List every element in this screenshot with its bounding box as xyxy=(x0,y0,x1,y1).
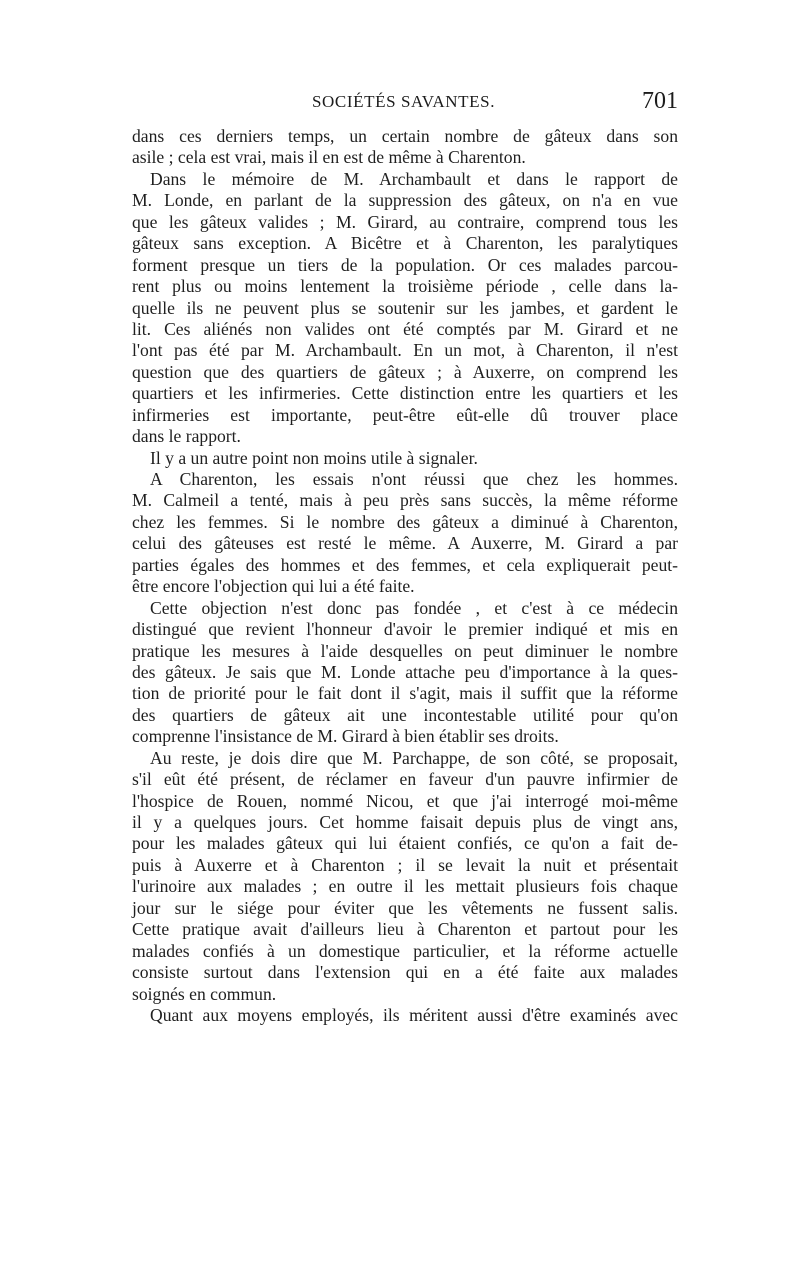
text-line: Cette objection n'est donc pas fondée , et c'est à ce médecin xyxy=(150,597,678,618)
text-line: asile ; cela est vrai, mais il en est de même à Charenton. xyxy=(132,147,526,168)
text-line: M. Calmeil a tenté, mais à peu près sans succès, la même réforme xyxy=(132,490,678,511)
text-line: des gâteux. Je sais que M. Londe attache peu d'importance à la ques- xyxy=(132,661,678,682)
text-line: infirmeries est importante, peut-être eût-elle dû trouver place xyxy=(132,404,678,425)
text-line: quelle ils ne peuvent plus se soutenir sur les jambes, et gardent le xyxy=(132,297,678,318)
text-line: M. Londe, en parlant de la suppression des gâteux, on n'a en vue xyxy=(132,190,678,211)
page-header xyxy=(132,88,680,118)
text-line: être encore l'objection qui lui a été faite. xyxy=(132,576,415,597)
text-line: A Charenton, les essais n'ont réussi que chez les hommes. xyxy=(150,469,678,489)
page-number: 701 xyxy=(642,88,678,114)
text-line: que les gâteux valides ; M. Girard, au contraire, comprend tous les xyxy=(132,211,678,232)
text-line: Cette pratique avait d'ailleurs lieu à Charenton et partout pour les xyxy=(132,919,678,940)
text-line: pratique les mesures à l'aide desquelles on peut diminuer le nombre xyxy=(132,640,678,661)
text-line: tion de priorité pour le fait dont il s'agit, mais il suffit que la réforme xyxy=(132,683,678,704)
text-line: parties égales des hommes et des femmes, et cela expliquerait peut- xyxy=(132,554,678,575)
text-line: l'ont pas été par M. Archambault. En un mot, à Charenton, il n'est xyxy=(132,340,678,361)
text-line: jour sur le siége pour éviter que les vêtements ne fussent salis. xyxy=(132,897,678,918)
text-line: dans le rapport. xyxy=(132,426,241,447)
text-line: l'hospice de Rouen, nommé Nicou, et que j'ai interrogé moi-même xyxy=(132,790,678,811)
text-line: malades confiés à un domestique particulier, et la réforme actuelle xyxy=(132,940,678,961)
text-line: gâteux sans exception. A Bicêtre et à Charenton, les paralytiques xyxy=(132,233,678,254)
text-line: chez les femmes. Si le nombre des gâteux a diminué à Charenton, xyxy=(132,511,678,532)
text-line: soignés en commun. xyxy=(132,983,277,1004)
text-line: il y a quelques jours. Cet homme faisait depuis plus de vingt ans, xyxy=(132,812,678,832)
text-line: s'il eût été présent, de réclamer en faveur d'un pauvre infirmier de xyxy=(132,769,678,790)
running-title: SOCIÉTÉS SAVANTES. xyxy=(312,92,496,111)
body-text xyxy=(132,126,678,1026)
text-line: consiste surtout dans l'extension qui en a été faite aux malades xyxy=(132,962,678,983)
text-line: lit. Ces aliénés non valides ont été comptés par M. Girard et ne xyxy=(132,318,678,339)
text-line: Dans le mémoire de M. Archambault et dans le rapport de xyxy=(150,168,678,189)
text-line: question que des quartiers de gâteux ; à Auxerre, on comprend les xyxy=(132,361,678,382)
text-line: quartiers et les infirmeries. Cette distinction entre les quartiers et les xyxy=(132,383,678,404)
text-line: Il y a un autre point non moins utile à signaler. xyxy=(150,447,478,468)
text-line: distingué que revient l'honneur d'avoir le premier indiqué et mis en xyxy=(132,619,678,640)
text-line: celui des gâteuses est resté le même. A Auxerre, M. Girard a par xyxy=(132,533,678,554)
text-line: forment presque un tiers de la population. Or ces malades parcou- xyxy=(132,254,678,275)
text-line: Quant aux moyens employés, ils méritent aussi d'être examinés avec xyxy=(150,1004,678,1025)
text-line: puis à Auxerre et à Charenton ; il se levait la nuit et présentait xyxy=(132,854,678,875)
text-line: rent plus ou moins lentement la troisième période , celle dans la- xyxy=(132,276,678,297)
text-line: Au reste, je dois dire que M. Parchappe, de son côté, se proposait, xyxy=(150,747,678,768)
text-line: dans ces derniers temps, un certain nombre de gâteux dans son xyxy=(132,126,678,146)
text-line: pour les malades gâteux qui lui étaient confiés, ce qu'on a fait de- xyxy=(132,833,678,854)
text-line: l'urinoire aux malades ; en outre il les mettait plusieurs fois chaque xyxy=(132,876,678,897)
text-line: comprenne l'insistance de M. Girard à bien établir ses droits. xyxy=(132,726,559,747)
text-line: des quartiers de gâteux ait une incontestable utilité pour qu'on xyxy=(132,704,678,725)
